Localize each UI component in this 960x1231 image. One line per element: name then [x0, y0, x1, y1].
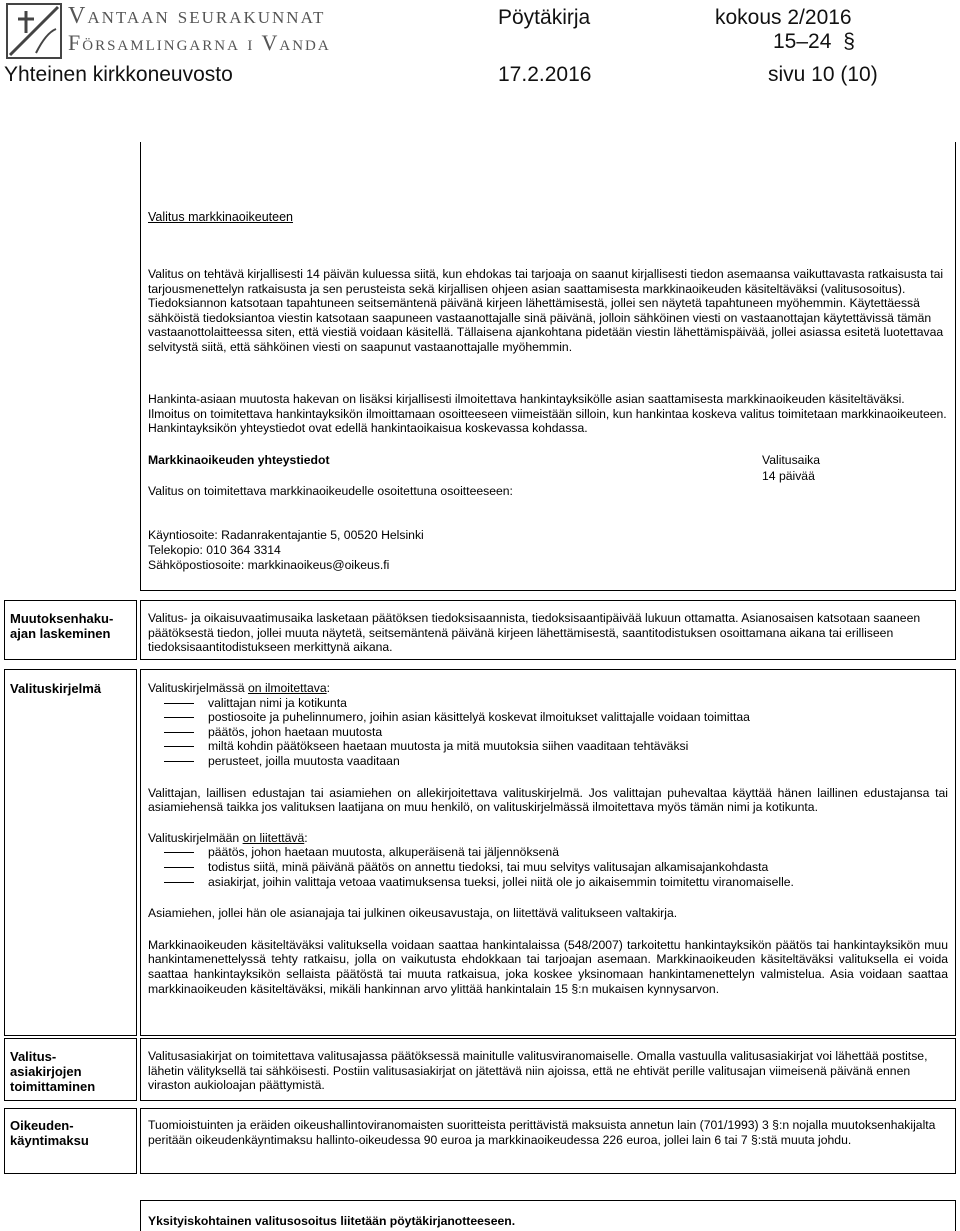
fee-text: Tuomioistuinten ja eräiden oikeushallintoviranomaisten suoritteista perittävistä maksuista annetun lain (701/1993) 3 §:n nojalla muutoksenhakijalta peritään oikeudenkäyntimaksu hallinto-oikeudessa 90 euroa ja markkinaoikeudessa 226 euroa, jollei lain 6 tai 7 §:stä muuta johdu.: [148, 1118, 936, 1147]
section-numbers: 15–24: [773, 30, 832, 53]
list-item: postiosoite ja puhelinnumero, joihin asian käsittelyä koskevat ilmoitukset valittajalle voidaan toimittaa: [148, 710, 948, 725]
church-logo-icon: [6, 3, 62, 59]
meeting-date: 17.2.2016: [498, 63, 592, 86]
list-item: todistus siitä, minä päivänä päätös on annettu tiedoksi, tai muu selvitys valitusajan alkamisajankohdasta: [148, 860, 948, 875]
list-item: valittajan nimi ja kotikunta: [148, 696, 948, 711]
section-mark: §: [843, 30, 855, 53]
appeal-doc-signing: Valittajan, laillisen edustajan tai asiamiehen on allekirjoitettava valituskirjelmä. Jos valittajan puhevaltaa käyttää hänen laillinen edustajansa tai asiamiehensä taikka jos valituksen laatijana on muu henkilö, on valituskirjelmässä ilmoitettava myös tämän nimi ja kotikunta.: [148, 785, 948, 815]
appeal-doc-intro: [148, 681, 948, 696]
appeal-period-value: 14 päivää: [762, 469, 815, 483]
contact-intro: Valitus on toimitettava markkinaoikeudelle osoitettuna osoitteeseen:: [148, 484, 513, 498]
list-item: päätös, johon haetaan muutosta, alkuperäisenä tai jäljennöksenä: [148, 845, 948, 860]
footer-note: Yksityiskohtainen valitusosoitus liitetään pöytäkirjanotteeseen.: [148, 1214, 516, 1228]
appeal-market-p1: Valitus on tehtävä kirjallisesti 14 päivän kuluessa siitä, kun ehdokas tai tarjoaja on saanut kirjallisesti tiedon asemaansa vaikuttavasta ratkaisusta tai tarjousmenettelyn ratkaisusta ja sen perusteista sekä kirjallisen ohjeen asian saattamisesta markkinaoikeuden käsiteltäväksi (valitusosoitus). Tiedoksiannon katsotaan tapahtuneen seitsemäntenä päivänä kirjeen lähettämisestä, jollei sen näytetä tapahtuneen myöhemmin. Käytettäessä sähköistä tiedoksiantoa viestin katsotaan saapuneen vastaanottajalle sinä päivänä, jolloin sähköinen viesti on vastaanottajan käytettävissä tämän vastaanottolaitteessa siten, että viestiä voidaan käsitellä. Tällaisena ajankohtana pidetään viestin lähettämispäivää, jollei asiassa esitetä luotettavaa selvitystä siitä, että sähköinen viesti on saapunut vastaanottajalle myöhemmin.: [148, 267, 944, 354]
page-number: sivu 10 (10): [768, 63, 878, 86]
appeal-doc-agent: Asiamiehen, jollei hän ole asianajaja tai julkinen oikeusavustaja, on liitettävä valitukseen valtakirja.: [148, 906, 678, 921]
appeal-doc-intro-underlined: on ilmoitettava: [248, 681, 327, 695]
doc-type: Pöytäkirja: [498, 6, 591, 29]
appeal-doc-market: Markkinaoikeuden käsiteltäväksi valituksella voidaan saattaa hankintalaissa (548/2007) tarkoitettu hankintayksikön päätös tai hankintayksikön muu hankintamenettelyssä tehty ratkaisu, jolla on vaikutusta ehdokkaan tai tarjoajan asemaan. Markkinaoikeuden käsiteltäväksi valituksella ei voida saattaa hankintayksikön sellaista päätöstä tai muuta ratkaisua, joka koskee yksinomaan hankintamenettelyn valmistelua. Asia voidaan saattaa markkinaoikeuden käsiteltäväksi, mikäli hankinnan arvo ylittää hankintalain 15 §:n mukaisen kynnysarvon.: [148, 937, 948, 996]
contact-title: Markkinaoikeuden yhteystiedot: [148, 453, 330, 467]
attach-intro-underlined: on liitettävä: [242, 830, 305, 845]
visit-address: Käyntiosoite: Radanrakentajantie 5, 00520 Helsinki: [148, 528, 424, 542]
appeal-doc-label: Valituskirjelmä: [10, 681, 102, 696]
org-name-swedish: Församlingarna i Vanda: [68, 30, 331, 55]
fee-label-line1: Oikeuden-: [10, 1118, 74, 1133]
body-name: Yhteinen kirkkoneuvosto: [4, 63, 233, 86]
email-address: Sähköpostiosoite: markkinaoikeus@oikeus.fi: [148, 558, 390, 572]
attachments-list: [148, 845, 948, 889]
time-calc-text: Valitus- ja oikaisuvaatimusaika lasketaan päätöksen tiedoksisaannista, tiedoksisaantipäivää lukuun ottamatta. Asianosaisen katsotaan saaneen päätöksestä tiedon, jollei muuta näytetä, seitsemäntenä päivänä kirjeen lähettämisestä, saantitodistuksen osoittamana aikana tai erilliseen tiedoksisaantitodistukseen merkittynä aikana.: [148, 611, 921, 655]
appeal-period-label: Valitusaika: [762, 453, 821, 467]
label-box-appeal-doc: [4, 669, 137, 1036]
delivery-label-line2: asiakirjojen: [10, 1064, 82, 1079]
required-info-list: [148, 696, 948, 769]
list-item: perusteet, joilla muutosta vaaditaan: [148, 754, 948, 769]
delivery-label-line1: Valitus-: [10, 1049, 57, 1064]
appeal-doc-intro-text: Valituskirjelmässä: [148, 681, 249, 695]
appeal-doc-content: [148, 681, 948, 996]
appeal-doc-intro-colon: :: [326, 681, 330, 695]
appeal-doc-attach-intro: [148, 831, 948, 846]
attach-intro-text: Valituskirjelmään: [148, 830, 243, 845]
delivery-label: [10, 1049, 95, 1094]
appeal-market-title: Valitus markkinaoikeuteen: [148, 210, 293, 224]
list-item: miltä kohdin päätökseen haetaan muutosta ja mitä muutoksia siihen vaaditaan tehtäväksi: [148, 739, 948, 754]
meeting-number: kokous 2/2016: [715, 6, 852, 29]
time-calc-label: [10, 611, 113, 641]
fee-label: [10, 1118, 89, 1148]
time-calc-label-line2: ajan laskeminen: [10, 626, 111, 641]
time-calc-label-line1: Muutoksenhaku-: [10, 611, 114, 626]
list-item: asiakirjat, joihin valittaja vetoaa vaatimuksensa tueksi, jollei niitä ole jo aikaisemmin toimitettu viranomaiselle.: [148, 875, 948, 890]
list-item: päätös, johon haetaan muutosta: [148, 725, 948, 740]
appeal-market-p2: Hankinta-asiaan muutosta hakevan on lisäksi kirjallisesti ilmoitettava hankintayksikölle asian saattamisesta markkinaoikeuden käsiteltäväksi. Ilmoitus on toimitettava hankintayksikön ilmoittamaan osoitteeseen viimeistään silloin, kun hankintaa koskeva valitus toimitetaan markkinaoikeuteen. Hankintayksikön yhteystiedot ovat edellä hankintaoikaisua koskevassa kohdassa.: [148, 392, 947, 436]
section-range: [773, 30, 855, 54]
attach-intro-colon: :: [304, 830, 308, 845]
org-name-finnish: Vantaan seurakunnat: [68, 3, 326, 29]
fee-label-line2: käyntimaksu: [10, 1133, 89, 1148]
delivery-label-line3: toimittaminen: [10, 1079, 96, 1094]
fax-number: Telekopio: 010 364 3314: [148, 543, 281, 557]
delivery-text: Valitusasiakirjat on toimitettava valitusajassa päätöksessä mainitulle valitusviranomaiselle. Omalla vastuulla valitusasiakirjat voi lähettää postitse, lähetin välityksellä tai sähköisesti. Postiin valitusasiakirjat on jätettävä niin ajoissa, että ne ehtivät perille valitusajan viimeisenä päivänä ennen viraston aukioloajan päättymistä.: [148, 1049, 928, 1093]
